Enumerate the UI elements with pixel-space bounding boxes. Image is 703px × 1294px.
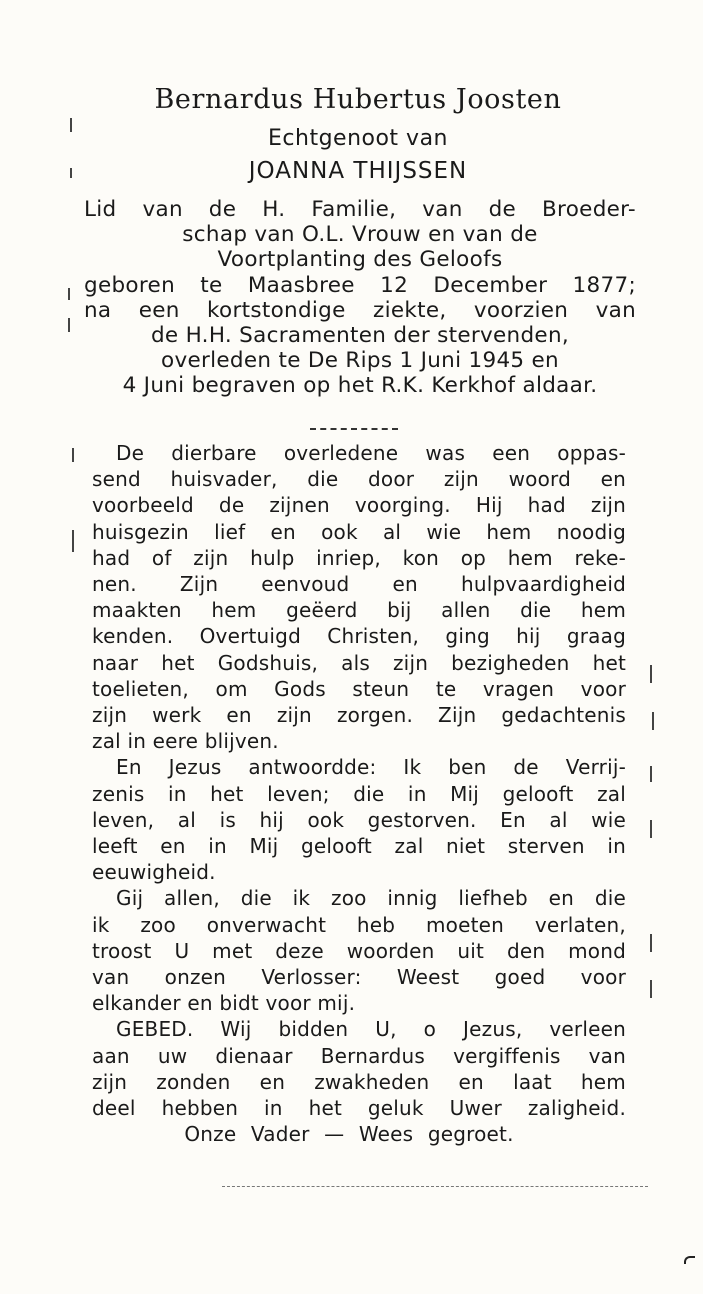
margin-mark (70, 168, 72, 178)
margin-mark (650, 934, 652, 952)
bio-line: schap van O.L. Vrouw en van de (182, 222, 538, 248)
prayer-line: zijn zonden en zwakheden en laat hem (92, 1069, 626, 1094)
margin-mark (650, 980, 652, 998)
margin-mark (650, 820, 652, 838)
bio-line: overleden te De Rips 1 Juni 1945 en (160, 348, 559, 374)
bio-line: 4 Juni begraven op het R.K. Kerkhof aldaar. (122, 373, 598, 399)
prayer-line: aan uw dienaar Bernardus vergiffenis van (92, 1043, 626, 1068)
text-line: leven, al is hij ook gestorven. En al wie (92, 807, 626, 832)
prayer-line: GEBED. Wij bidden U, o Jezus, verleen (116, 1017, 626, 1042)
deceased-name: Bernardus Hubertus Joosten (154, 84, 562, 115)
text-line: maakten hem geëerd bij allen die hem (92, 598, 626, 623)
text-line: naar het Godshuis, als zijn bezigheden het (92, 650, 626, 675)
text-line: ik zoo onverwacht heb moeten verlaten, (92, 912, 626, 937)
margin-mark (68, 288, 70, 300)
text-line: leeft en in Mij gelooft zal niet sterven in (92, 834, 626, 859)
bio-line: Voortplanting des Geloofs (217, 247, 503, 273)
text-line: voorbeeld de zijnen voorging. Hij had zijn (92, 493, 626, 518)
text-line: van onzen Verlosser: Weest goed voor (92, 965, 626, 990)
corner-mark (684, 1256, 695, 1264)
margin-mark (70, 118, 72, 132)
spouse-intro: Echtgenoot van (268, 126, 448, 151)
margin-mark (72, 448, 74, 462)
bio-line: na een kortstondige ziekte, voorzien van (84, 297, 636, 323)
text-line: toelieten, om Gods steun te vragen voor (92, 676, 626, 701)
prayer-line: deel hebben in het geluk Uwer zaligheid. (92, 1096, 626, 1121)
text-line: had of zijn hulp inriep, kon op hem reke- (92, 545, 626, 570)
text-line: nen. Zijn eenvoud en hulpvaardigheid (92, 572, 626, 597)
text-line: kenden. Overtuigd Christen, ging hij graag (92, 624, 626, 649)
biography-block (84, 197, 636, 399)
memorial-text (92, 440, 626, 1147)
bottom-rule (222, 1186, 648, 1187)
text-line: En Jezus antwoordde: Ik ben de Verrij- (116, 755, 626, 780)
text-line: huisgezin lief en ook al wie hem noodig (92, 519, 626, 544)
section-divider (310, 428, 398, 430)
margin-mark (72, 530, 74, 552)
text-line: zijn werk en zijn zorgen. Zijn gedachtenis (92, 703, 626, 728)
text-line: eeuwigheid. (92, 860, 216, 885)
text-line: troost U met deze woorden uit den mond (92, 938, 626, 963)
text-line: Gij allen, die ik zoo innig liefheb en die (116, 886, 626, 911)
closing-prayers: Onze Vader — Wees gegroet. (184, 1122, 514, 1147)
text-line: elkander en bidt voor mij. (92, 991, 356, 1016)
margin-mark (650, 766, 652, 782)
bio-line: Lid van de H. Familie, van de Broeder- (84, 197, 636, 222)
spouse-name: JOANNA THIJSSEN (248, 158, 468, 184)
bio-line: de H.H. Sacramenten der stervenden, (150, 323, 570, 349)
text-line: zal in eere blijven. (92, 729, 279, 754)
bio-line: geboren te Maasbree 12 December 1877; (84, 272, 636, 298)
margin-mark (650, 665, 652, 683)
text-line: send huisvader, die door zijn woord en (92, 467, 626, 492)
margin-mark (68, 318, 70, 332)
text-line: De dierbare overledene was een oppas- (116, 441, 626, 465)
margin-mark (652, 712, 654, 730)
text-line: zenis in het leven; die in Mij gelooft zal (92, 781, 626, 806)
